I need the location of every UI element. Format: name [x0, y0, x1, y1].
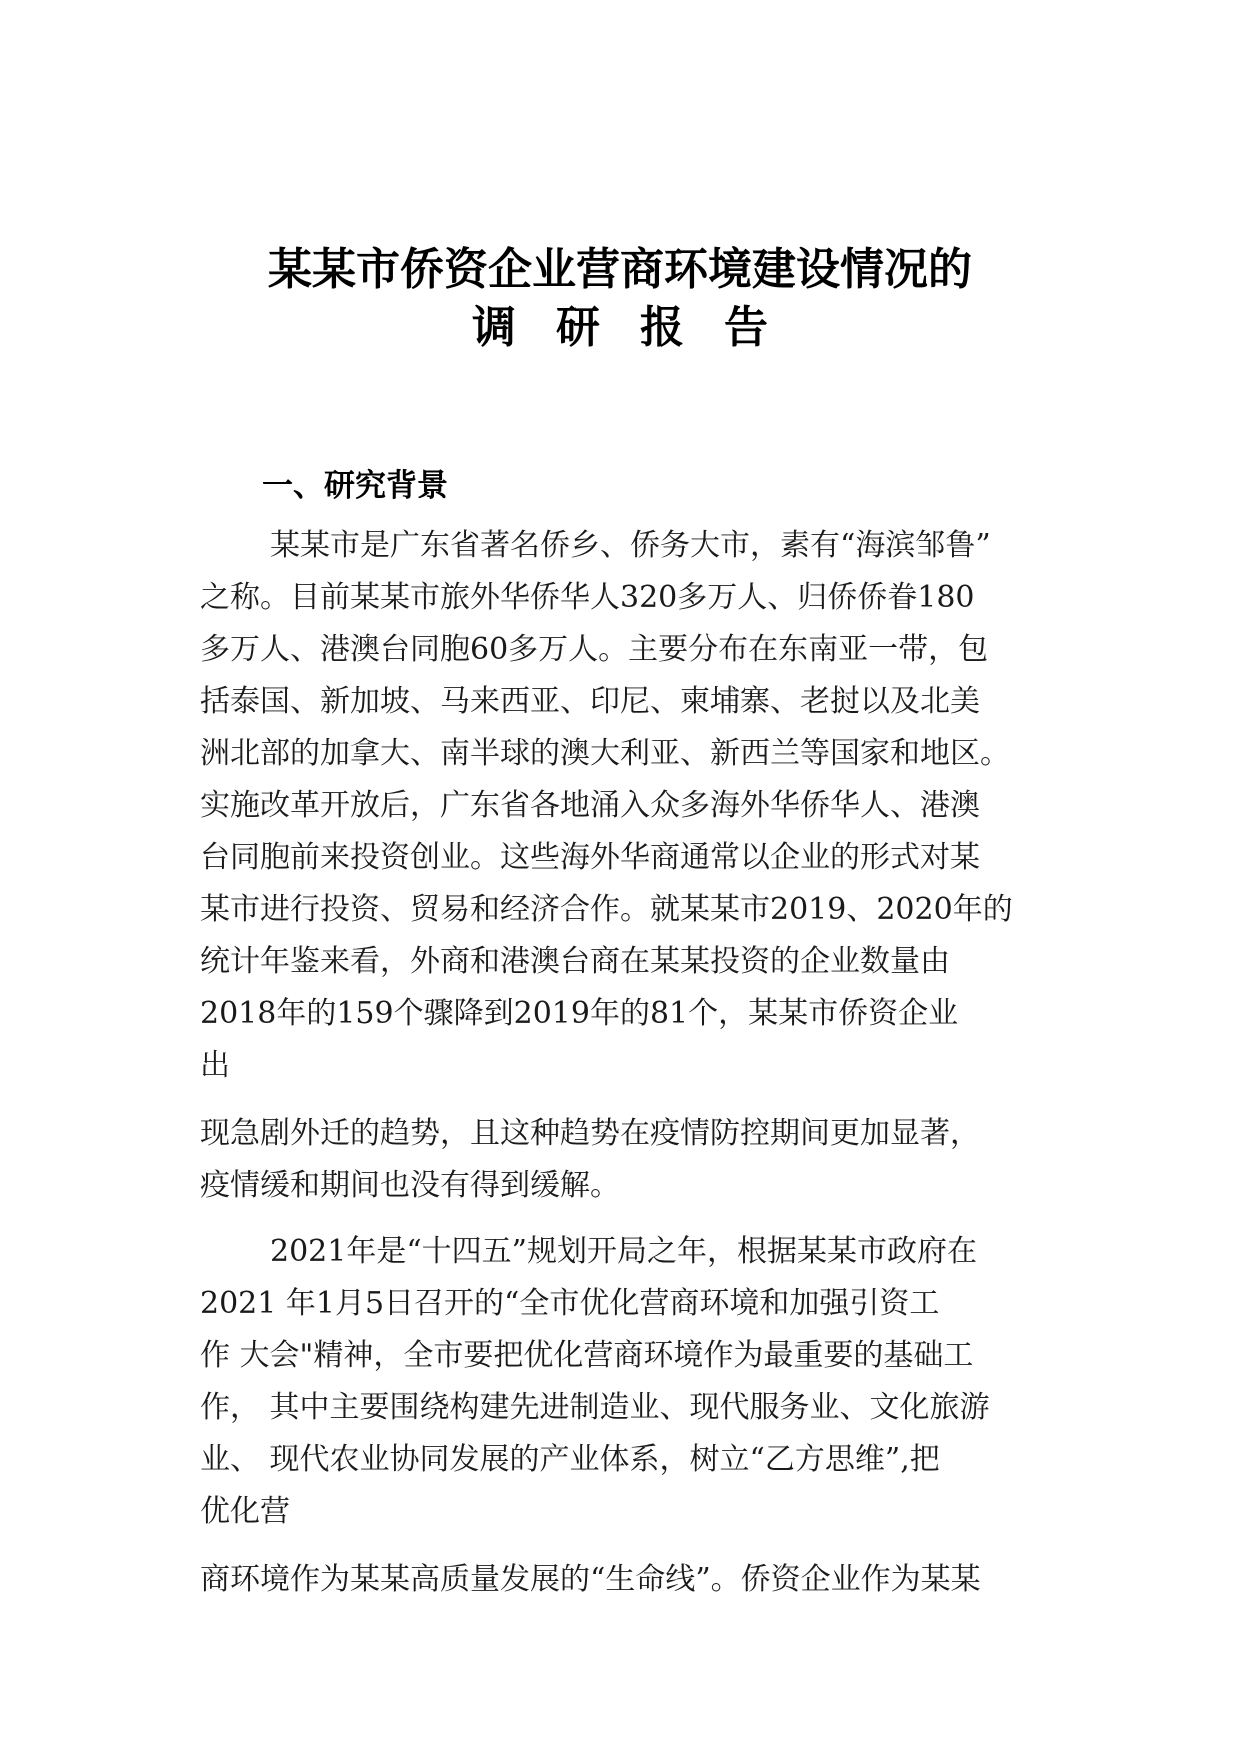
body-line: 多万人、港澳台同胞60多万人。主要分布在东南亚一带，包	[200, 632, 989, 667]
body-line: 作， 其中主要围绕构建先进制造业、现代服务业、文化旅游	[200, 1390, 990, 1425]
section-heading: 一、研究背景	[262, 468, 448, 504]
body-line: 实施改革开放后，广东省各地涌入众多海外华侨华人、港澳	[200, 788, 980, 823]
body-line: 出	[200, 1048, 230, 1083]
body-line: 之称。目前某某市旅外华侨华人320多万人、归侨侨眷180	[200, 580, 975, 615]
body-line: 某市进行投资、贸易和经济合作。就某某市2019、2020年的	[200, 892, 1013, 927]
body-line: 现急剧外迁的趋势，且这种趋势在疫情防控期间更加显著，	[200, 1116, 980, 1151]
body-line: 某某市是广东省著名侨乡、侨务大市，素有“海滨邹鲁”	[270, 528, 991, 563]
body-line: 2018年的159个骤降到2019年的81个，某某市侨资企业	[200, 996, 959, 1031]
body-line: 台同胞前来投资创业。这些海外华商通常以企业的形式对某	[200, 840, 980, 875]
body-line: 商环境作为某某高质量发展的“生命线”。侨资企业作为某某	[200, 1562, 981, 1597]
body-line: 括泰国、新加坡、马来西亚、印尼、柬埔寨、老挝以及北美	[200, 684, 980, 719]
body-line: 洲北部的加拿大、南半球的澳大利亚、新西兰等国家和地区。	[200, 736, 1010, 771]
body-line: 统计年鉴来看，外商和港澳台商在某某投资的企业数量由	[200, 944, 950, 979]
document-title-line-2: 调研报告	[472, 302, 808, 353]
body-line: 2021年是“十四五”规划开局之年，根据某某市政府在	[270, 1234, 978, 1269]
body-line: 优化营	[200, 1494, 290, 1529]
body-line: 疫情缓和期间也没有得到缓解。	[200, 1168, 620, 1203]
document-title-line-1: 某某市侨资企业营商环境建设情况的	[268, 244, 972, 295]
body-line: 2021 年1月5日召开的“全市优化营商环境和加强引资工	[200, 1286, 940, 1321]
body-line: 作 大会"精神，全市要把优化营商环境作为最重要的基础工	[200, 1338, 974, 1373]
body-line: 业、 现代农业协同发展的产业体系，树立“乙方思维”,把	[200, 1442, 940, 1477]
